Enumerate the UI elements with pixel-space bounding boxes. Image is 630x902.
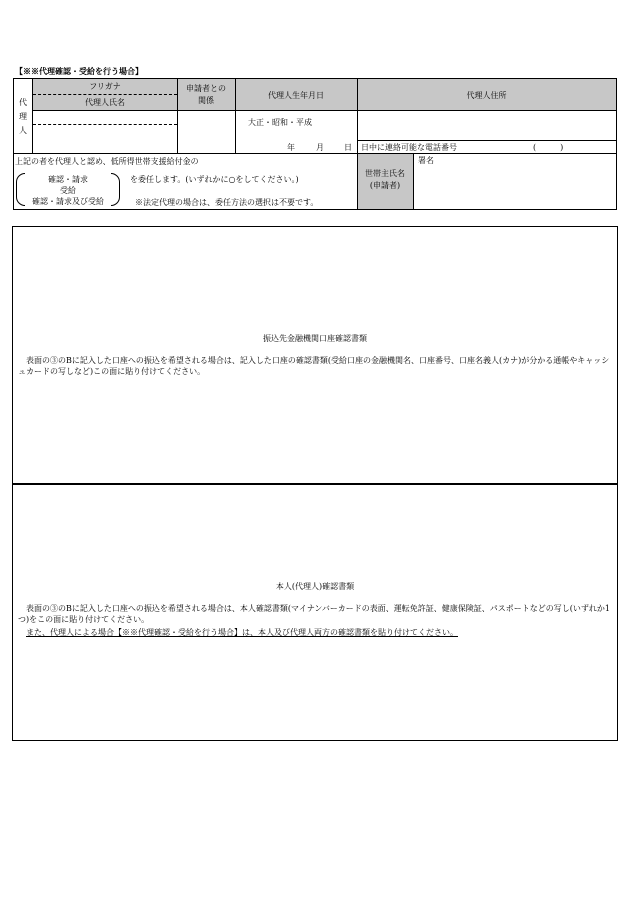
id-document-paste-area (12, 484, 618, 741)
address-phone-divider (357, 140, 616, 141)
relation-birth-divider (235, 78, 236, 154)
delegation-text: 上記の者を代理人と認め、低所得世帯支援給付金の (15, 157, 199, 166)
relation-header-line1: 申請者との (186, 84, 226, 93)
side-label-nin: 人 (19, 126, 27, 135)
day-unit: 日 (344, 143, 352, 152)
signature-label: 署名 (418, 156, 434, 165)
proxy-section-title: 【※※代理確認・受給を行う場合】 (15, 66, 143, 76)
month-unit: 月 (316, 143, 324, 152)
id-box-instructions: 表面の③のBに記入した口座への振込を希望される場合は、本人確認書類(マイナンバーカードの表面、運転免許証、健康保険証、パスポートなどの写し(いずれか1つ)をこの面に貼り付けてください。 (18, 604, 610, 624)
delegate-text: を委任します。(いずれかに○をしてください。) (130, 175, 299, 184)
bank-box-title: 振込先金融機関口座確認書類 (263, 334, 367, 343)
householder-signature-divider (413, 153, 414, 210)
delegation-top-line (13, 153, 617, 154)
legal-representative-note: ※法定代理の場合は、委任方法の選択は不要です。 (135, 198, 319, 207)
id-box-title: 本人(代理人)確認書類 (275, 582, 355, 591)
householder-label-line1: 世帯主氏名 (365, 169, 405, 178)
proxy-name-input[interactable] (34, 125, 176, 152)
year-unit: 年 (287, 143, 295, 152)
furigana-header: フリガナ (89, 82, 121, 91)
furigana-divider (33, 94, 177, 95)
option-receive[interactable]: 受給 (60, 186, 76, 195)
option-confirm-claim-receive[interactable]: 確認・請求及び受給 (32, 197, 104, 206)
side-label-dai: 代 (19, 98, 27, 107)
proxy-name-header: 代理人氏名 (85, 98, 125, 107)
side-label-ri: 理 (19, 112, 27, 121)
id-box-proxy-note: また、代理人による場合【※※代理確認・受給を行う場合】は、本人及び代理人両方の確認書類を貼り付けてください。 (26, 628, 458, 637)
option-confirm-claim[interactable]: 確認・請求 (48, 175, 88, 184)
furigana-input[interactable] (34, 111, 176, 123)
bank-box-instructions: 表面の③のBに記入した口座への振込を希望される場合は、記入した口座の確認書類(受給口座の金融機関名、口座番号、口座名義人(カナ)が分かる通帳やキャッシュカードの写しなど)この面に貼り付けてください。 (18, 356, 610, 376)
address-header: 代理人住所 (466, 91, 507, 100)
relation-input[interactable] (179, 111, 234, 152)
householder-label-line2: (申請者) (369, 181, 401, 190)
bank-document-paste-area (12, 226, 618, 484)
era-options[interactable]: 大正・昭和・平成 (248, 118, 312, 127)
signature-input[interactable] (415, 166, 615, 208)
relation-header-line2: 関係 (198, 96, 214, 105)
phone-parentheses[interactable]: ( ) (533, 143, 564, 152)
address-input[interactable] (359, 111, 615, 139)
birthdate-header: 代理人生年月日 (268, 91, 324, 100)
daytime-phone-label: 日中に連絡可能な電話番号 (361, 143, 457, 152)
